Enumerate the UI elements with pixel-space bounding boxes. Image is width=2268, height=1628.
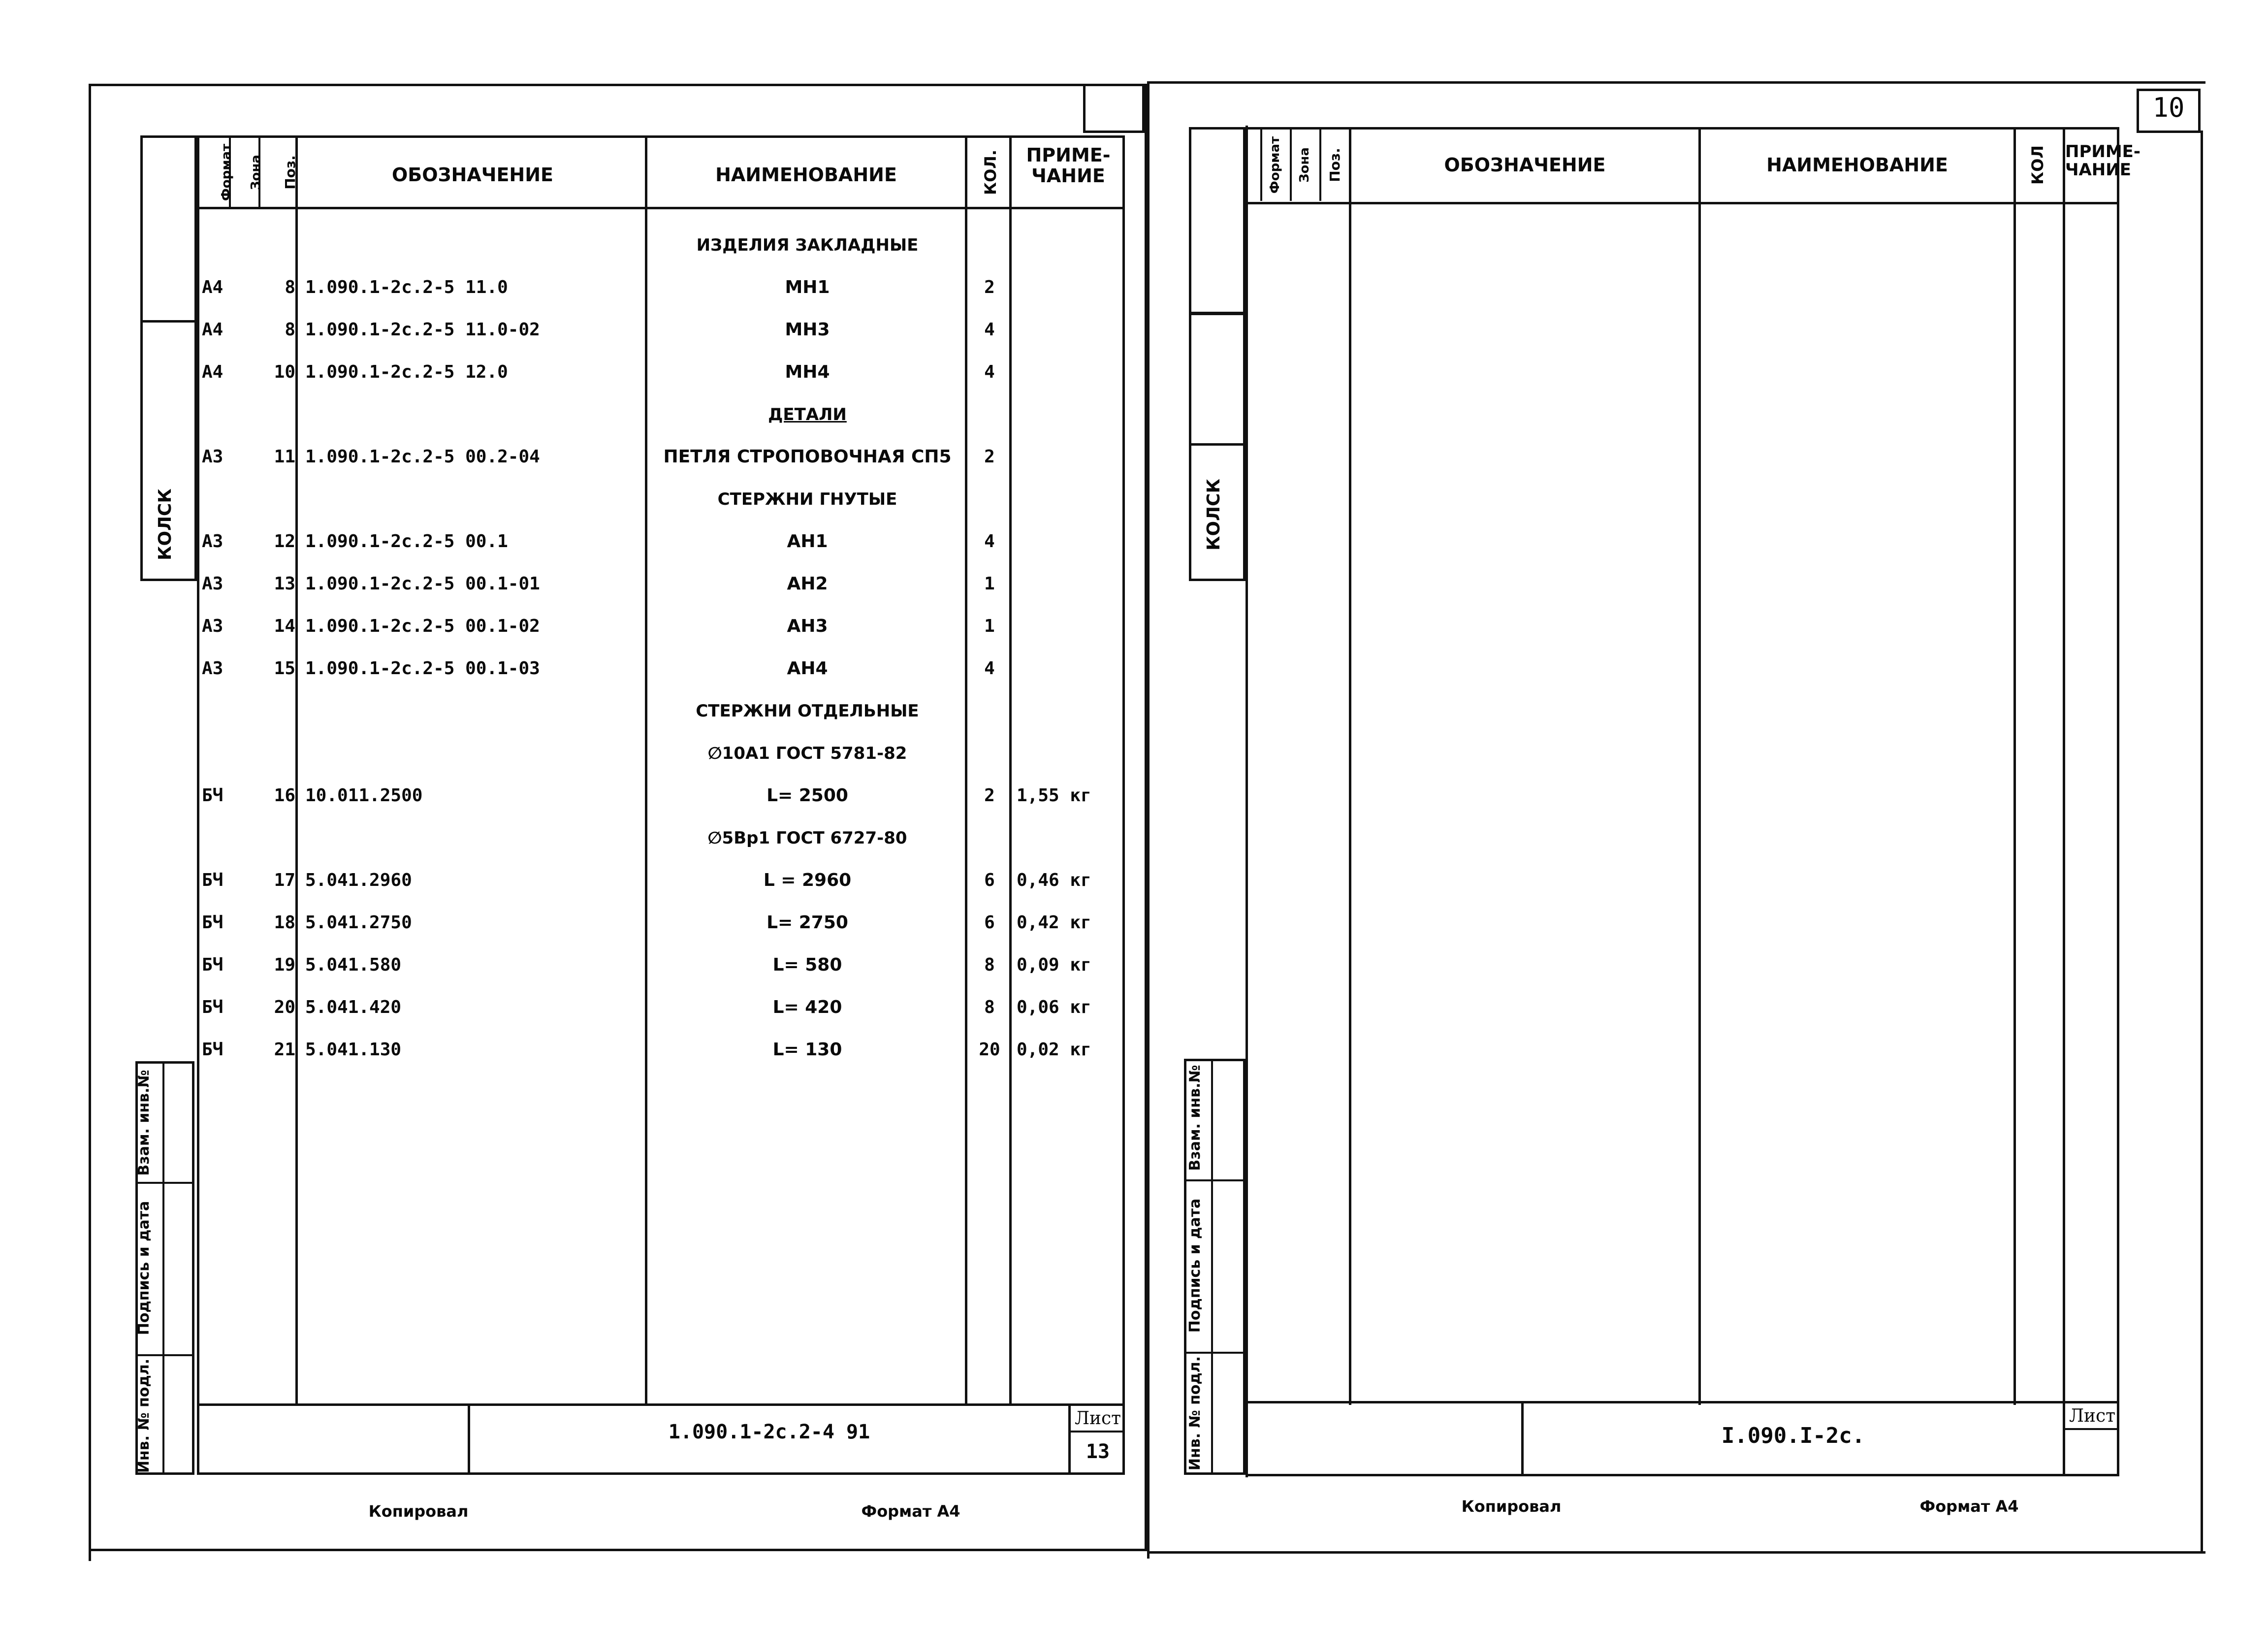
- cell-note: 0,06 кг: [1017, 997, 1091, 1017]
- cell-format: БЧ: [202, 870, 224, 890]
- cell-name: АН1: [787, 531, 828, 552]
- cell-quantity: 1: [984, 574, 995, 594]
- cell-designation: 1.090.1-2с.2-5 12.0: [305, 362, 508, 382]
- header-qty: КОЛ.: [981, 149, 1000, 195]
- table-row: [0, 775, 1147, 817]
- cell-name: АН4: [787, 658, 828, 679]
- cell-name: МН1: [785, 277, 830, 297]
- cell-position: [256, 224, 295, 266]
- cell-designation: [305, 224, 640, 266]
- header-qty: КОЛ: [2028, 145, 2047, 185]
- cell-position: 15: [274, 658, 295, 679]
- side-stamp-top: [140, 135, 197, 323]
- cell-format: БЧ: [202, 1040, 224, 1060]
- cell-designation: 5.041.2960: [305, 870, 412, 890]
- sheet-label: Лист: [2069, 1406, 2116, 1426]
- cell-note: [1017, 521, 1130, 563]
- cell-note: [1017, 732, 1130, 775]
- cell-quantity: 4: [984, 320, 995, 340]
- cell-designation: 5.041.420: [305, 997, 402, 1017]
- cell-quantity: [972, 690, 1007, 732]
- cell-name: L= 130: [772, 1040, 842, 1060]
- cell-format: [202, 393, 241, 436]
- cell-name: АН2: [787, 574, 828, 594]
- cell-position: 13: [274, 574, 295, 594]
- cell-format: БЧ: [202, 912, 224, 933]
- table-row: [0, 648, 1147, 690]
- cell-quantity: 8: [984, 955, 995, 975]
- cell-note: 0,46 кг: [1017, 870, 1091, 890]
- cell-designation: 5.041.580: [305, 955, 402, 975]
- header-designation: ОБОЗНАЧЕНИЕ: [391, 164, 553, 186]
- cell-position: 19: [274, 955, 295, 975]
- cell-format: [202, 817, 241, 859]
- side-label-box: [1189, 313, 1246, 446]
- cell-quantity: 2: [984, 447, 995, 467]
- cell-quantity: 8: [984, 997, 995, 1017]
- page-number: 10: [2152, 92, 2185, 123]
- cell-note: 1,55 кг: [1017, 785, 1091, 806]
- cell-name: L= 2750: [767, 912, 848, 933]
- cell-quantity: 2: [984, 277, 995, 297]
- table-row: [0, 817, 1147, 859]
- table-row: [0, 859, 1147, 902]
- stamp-inv-no: Инв. № подл.: [135, 1358, 153, 1473]
- cell-name: L = 2960: [763, 870, 852, 890]
- footer-copied: Копировал: [1461, 1497, 1562, 1516]
- header-name: НАИМЕНОВАНИЕ: [1766, 154, 1948, 176]
- cell-position: 11: [274, 447, 295, 467]
- cell-quantity: 2: [984, 785, 995, 806]
- cell-name: L= 580: [772, 955, 842, 975]
- cell-quantity: 6: [984, 912, 995, 933]
- table-row: [0, 605, 1147, 648]
- cell-quantity: [972, 393, 1007, 436]
- header-note: ПРИМЕ- ЧАНИЕ: [1026, 144, 1111, 187]
- cell-note: [1017, 817, 1130, 859]
- cell-quantity: [972, 224, 1007, 266]
- stamp-replace-inv: Взам. инв.№: [1186, 1065, 1204, 1171]
- cell-format: [202, 690, 241, 732]
- doc-code: 1.090.1-2с.2-4 91: [668, 1421, 870, 1443]
- cell-note: 0,02 кг: [1017, 1040, 1091, 1060]
- cell-format: А3: [202, 616, 224, 636]
- footer-format: Формат А4: [1919, 1497, 2019, 1516]
- cell-quantity: 4: [984, 658, 995, 679]
- cell-note: [1017, 690, 1130, 732]
- cell-position: 18: [274, 912, 295, 933]
- cell-note: [1017, 648, 1130, 690]
- header-format: Формат: [1268, 136, 1282, 194]
- cell-format: А4: [202, 320, 224, 340]
- side-label: КОЛСК: [155, 488, 175, 560]
- cell-format: БЧ: [202, 955, 224, 975]
- cell-designation: 1.090.1-2с.2-5 00.1-03: [305, 658, 540, 679]
- stamp-replace-inv: Взам. инв.№: [135, 1070, 153, 1176]
- cell-note: 0,42 кг: [1017, 912, 1091, 933]
- header-pos: Поз.: [1327, 148, 1343, 182]
- cell-name: ДЕТАЛИ: [768, 405, 847, 424]
- cell-format: А3: [202, 574, 224, 594]
- cell-position: 12: [274, 531, 295, 552]
- cell-name: ИЗДЕЛИЯ ЗАКЛАДНЫЕ: [696, 235, 919, 255]
- table-row: [0, 690, 1147, 732]
- cell-format: А4: [202, 362, 224, 382]
- cell-quantity: [972, 478, 1007, 521]
- cell-format: А4: [202, 277, 224, 297]
- cell-name: МН3: [785, 320, 830, 340]
- cell-name: АН3: [787, 616, 828, 636]
- cell-designation: 5.041.2750: [305, 912, 412, 933]
- cell-position: 20: [274, 997, 295, 1017]
- cell-position: [256, 478, 295, 521]
- cell-position: [256, 690, 295, 732]
- cell-note: 0,09 кг: [1017, 955, 1091, 975]
- table-row: [0, 902, 1147, 944]
- cell-format: А3: [202, 531, 224, 552]
- header-name: НАИМЕНОВАНИЕ: [715, 164, 897, 186]
- header-zone: Зона: [1297, 147, 1312, 183]
- cell-format: [202, 224, 241, 266]
- header-format: Формат: [219, 143, 234, 201]
- header-designation: ОБОЗНАЧЕНИЕ: [1444, 154, 1606, 176]
- table-row: [0, 986, 1147, 1029]
- cell-name: СТЕРЖНИ ОТДЕЛЬНЫЕ: [696, 701, 919, 721]
- cell-designation: [305, 817, 640, 859]
- side-stamp-top: [1189, 127, 1246, 314]
- cell-position: 21: [274, 1040, 295, 1060]
- cell-position: [256, 393, 295, 436]
- cell-note: [1017, 478, 1130, 521]
- cell-quantity: 4: [984, 531, 995, 552]
- cell-position: 17: [274, 870, 295, 890]
- cell-quantity: 20: [979, 1040, 1000, 1060]
- cell-note: [1017, 266, 1130, 309]
- cell-name: СТЕРЖНИ ГНУТЫЕ: [717, 489, 897, 509]
- stamp-signature-date: Подпись и дата: [1186, 1198, 1204, 1333]
- cell-format: [202, 478, 241, 521]
- cell-position: [256, 732, 295, 775]
- table-row: [0, 944, 1147, 986]
- cell-designation: 1.090.1-2с.2-5 00.1-02: [305, 616, 540, 636]
- table-row: [0, 732, 1147, 775]
- cell-note: [1017, 393, 1130, 436]
- cell-designation: 1.090.1-2с.2-5 00.1: [305, 531, 508, 552]
- cell-format: БЧ: [202, 997, 224, 1017]
- cell-format: А3: [202, 658, 224, 679]
- cell-position: 8: [285, 320, 295, 340]
- cell-name: ∅10А1 ГОСТ 5781-82: [707, 744, 907, 763]
- cell-note: [1017, 563, 1130, 605]
- cell-designation: 5.041.130: [305, 1040, 402, 1060]
- cell-position: 8: [285, 277, 295, 297]
- header-zone: Зона: [249, 155, 263, 190]
- cell-designation: [305, 478, 640, 521]
- cell-quantity: 6: [984, 870, 995, 890]
- cell-designation: 1.090.1-2с.2-5 11.0-02: [305, 320, 540, 340]
- cell-note: [1017, 351, 1130, 393]
- cell-designation: [305, 690, 640, 732]
- cell-format: [202, 732, 241, 775]
- header-pos: Поз.: [282, 155, 298, 190]
- cell-note: [1017, 309, 1130, 351]
- doc-code: I.090.I-2с.: [1721, 1423, 1865, 1448]
- cell-note: [1017, 436, 1130, 478]
- cell-designation: [305, 732, 640, 775]
- cell-format: А3: [202, 447, 224, 467]
- right-spec-table: [1147, 0, 2268, 1628]
- cell-name: L= 420: [772, 997, 842, 1017]
- cell-designation: 1.090.1-2с.2-5 00.1-01: [305, 574, 540, 594]
- sheet-number: 13: [1086, 1440, 1110, 1463]
- cell-name: МН4: [785, 362, 830, 382]
- cell-position: 14: [274, 616, 295, 636]
- cell-designation: 10.011.2500: [305, 785, 423, 806]
- cell-position: 10: [274, 362, 295, 382]
- cell-note: [1017, 605, 1130, 648]
- sheet-label: Лист: [1074, 1408, 1121, 1429]
- cell-quantity: 1: [984, 616, 995, 636]
- cell-designation: 1.090.1-2с.2-5 11.0: [305, 277, 508, 297]
- cell-quantity: [972, 732, 1007, 775]
- side-label: КОЛСК: [1204, 479, 1224, 551]
- cell-quantity: [972, 817, 1007, 859]
- stamp-signature-date: Подпись и дата: [135, 1201, 153, 1335]
- footer-copied: Копировал: [368, 1502, 469, 1521]
- cell-note: [1017, 224, 1130, 266]
- cell-designation: [305, 393, 640, 436]
- cell-position: 16: [274, 785, 295, 806]
- cell-position: [256, 817, 295, 859]
- cell-format: БЧ: [202, 785, 224, 806]
- footer-format: Формат А4: [861, 1502, 960, 1521]
- cell-name: ПЕТЛЯ СТРОПОВОЧНАЯ СП5: [663, 447, 952, 467]
- cell-quantity: 4: [984, 362, 995, 382]
- cell-designation: 1.090.1-2с.2-5 00.2-04: [305, 447, 540, 467]
- stamp-inv-no: Инв. № подл.: [1186, 1356, 1204, 1471]
- cell-name: L= 2500: [767, 785, 848, 806]
- cell-name: ∅5Вр1 ГОСТ 6727-80: [707, 828, 907, 848]
- header-note: ПРИМЕ- ЧАНИЕ: [2065, 142, 2140, 180]
